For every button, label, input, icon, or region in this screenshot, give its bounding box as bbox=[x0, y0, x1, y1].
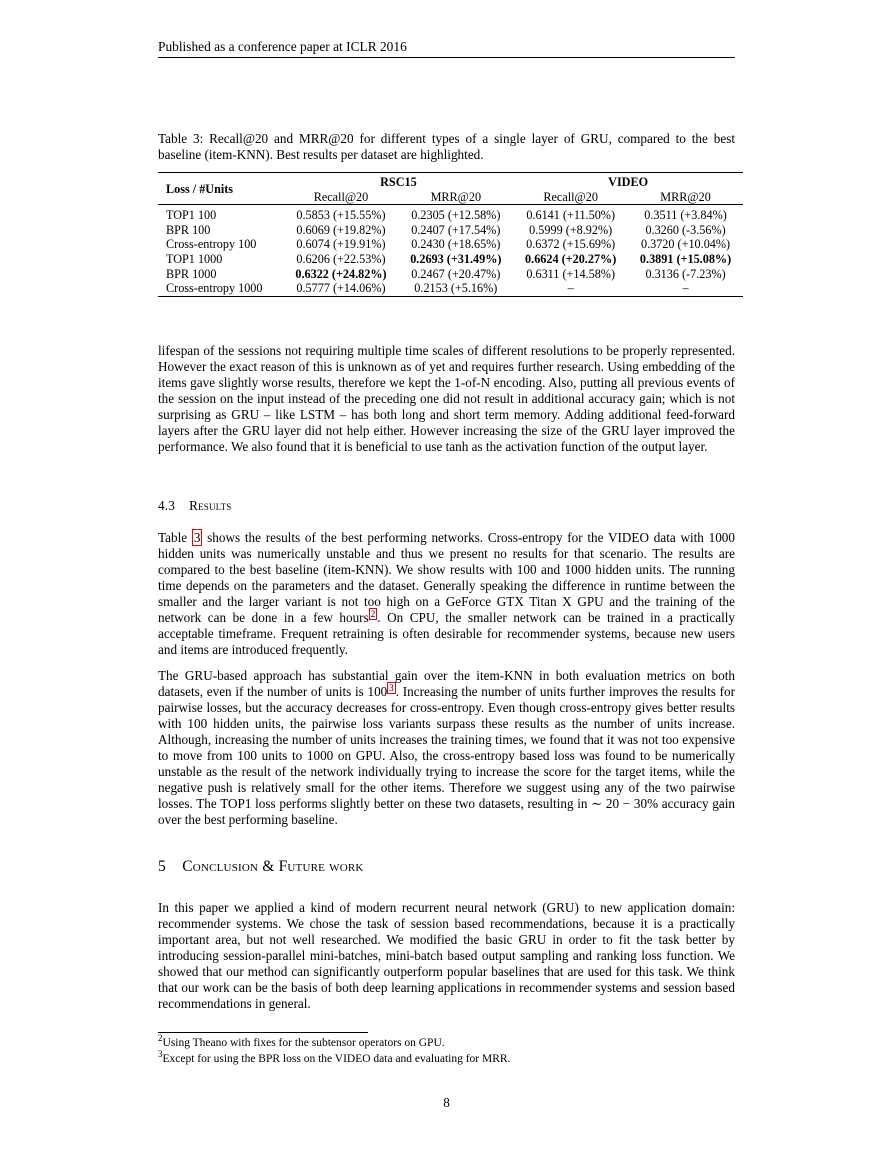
paragraph-text: . On CPU, the smaller network can be trained in a practically acceptable timeframe. Frequent retraining is often desirable for recommender systems, because new users and items are introduced frequently. bbox=[158, 610, 736, 657]
running-header: Published as a conference paper at ICLR 2016 bbox=[158, 39, 407, 54]
body-paragraph-3 bbox=[158, 668, 735, 828]
table-cell: 0.6074 (+19.91%) bbox=[296, 237, 386, 252]
body-paragraph-4 bbox=[158, 900, 735, 1012]
subsection-heading bbox=[158, 498, 231, 514]
col-header-video-mrr: MRR@20 bbox=[660, 189, 711, 204]
table-cell: 0.6372 (+15.69%) bbox=[526, 237, 616, 252]
table-cell: 0.2305 (+12.58%) bbox=[411, 208, 501, 223]
paragraph-text: lifespan of the sessions not requiring multiple time scales of different resolutions to be properly represented. However the exact reason of this is unknown as of yet and requires further research. Using embedding of the items gave slightly worse results, therefore we kept the 1-of-N encoding. Also, putting all previous events of the session on the input instead of the preceding one did not result in additional accuracy gain; which is not surprising as GRU – like LSTM – has both long and short term memory. Adding additional feed-forward layers after the GRU layer did not help either. However increasing the size of the GRU layer improved the performance. We also found that it is beneficial to use tanh as the activation function of the output layer. bbox=[158, 343, 735, 454]
table-cell: 0.3260 (-3.56%) bbox=[645, 222, 726, 237]
row-label: BPR 100 bbox=[166, 222, 211, 237]
table-cell: 0.2430 (+18.65%) bbox=[411, 237, 501, 252]
table-cell: – bbox=[682, 281, 689, 296]
table-row bbox=[158, 267, 743, 282]
row-label: TOP1 100 bbox=[166, 208, 217, 223]
table-cell-best: 0.2693 (+31.49%) bbox=[410, 251, 502, 266]
row-label: Cross-entropy 1000 bbox=[166, 281, 263, 296]
table-row bbox=[158, 237, 743, 252]
table-cell: 0.6141 (+11.50%) bbox=[526, 208, 616, 223]
paragraph-text: shows the results of the best performing networks. Cross-entropy for the VIDEO data with 1000 hidden units was numerically unstable and thus we present no results for that scenario. The results are compared to the best baseline (item-KNN). We show results with 100 and 1000 hidden units. The running time depends on the parameters and the dataset. Generally speaking the difference in runtime between the smaller and the larger variant is not too high on a GeForce GTX Titan X GPU and the training of the network can be done in a few hours bbox=[158, 530, 735, 625]
col-header-rsc15-mrr: MRR@20 bbox=[430, 189, 482, 204]
table-cell: 0.3136 (-7.23%) bbox=[645, 266, 726, 281]
row-label: BPR 1000 bbox=[166, 266, 217, 281]
table-row bbox=[158, 208, 743, 223]
paragraph-text: The GRU-based approach has substantial gain over the item-KNN in both evaluation metrics on both datasets, even if the number of units is 100 bbox=[158, 668, 735, 699]
section-heading bbox=[158, 858, 364, 876]
subsection-number: 4.3 bbox=[158, 498, 176, 513]
col-header-video-recall: Recall@20 bbox=[543, 189, 598, 204]
table-row bbox=[158, 252, 743, 267]
results-table bbox=[158, 172, 743, 299]
footnote-link-3[interactable]: 3 bbox=[389, 682, 394, 693]
col-header-rsc15-recall: Recall@20 bbox=[313, 189, 369, 204]
table-cell-best: 0.6322 (+24.82%) bbox=[295, 266, 387, 281]
table-cell: 0.3720 (+10.04%) bbox=[640, 237, 731, 252]
col-header-loss: Loss / #Units bbox=[166, 182, 234, 197]
table-cell: 0.2153 (+5.16%) bbox=[414, 281, 498, 296]
table-cell: 0.6069 (+19.82%) bbox=[296, 222, 386, 237]
col-group-video: VIDEO bbox=[608, 175, 649, 189]
table-cell-best: 0.6624 (+20.27%) bbox=[525, 251, 617, 266]
table-cell: 0.5999 (+8.92%) bbox=[529, 222, 613, 237]
section-number: 5 bbox=[158, 858, 166, 875]
table-cell: 0.6206 (+22.53%) bbox=[296, 251, 386, 266]
table-row bbox=[158, 223, 743, 238]
table-cell: 0.2467 (+20.47%) bbox=[411, 266, 501, 281]
paragraph-text: Table bbox=[158, 530, 192, 545]
body-paragraph-1 bbox=[158, 343, 735, 455]
table-cell: 0.2407 (+17.54%) bbox=[411, 222, 501, 237]
page-number: 8 bbox=[443, 1095, 450, 1110]
table-cell: 0.6311 (+14.58%) bbox=[526, 266, 616, 281]
paragraph-text: In this paper we applied a kind of modern recurrent neural network (GRU) to new application domain: recommender systems. We chose the task of session based recommendations, because it is a practically important area, but not well researched. We modified the basic GRU in order to fit the task better by introducing session-parallel mini-batches, mini-batch based output sampling and ranking loss function. We showed that our method can significantly outperform popular baselines that are used for this task. We think that our work can be the basis of both deep learning applications in recommender systems and session based recommendations in general. bbox=[158, 900, 735, 1011]
table-cell: 0.3511 (+3.84%) bbox=[644, 208, 727, 223]
footnote-3 bbox=[158, 1049, 511, 1066]
table-row bbox=[158, 281, 743, 296]
table-cell: – bbox=[567, 281, 574, 296]
row-label: Cross-entropy 100 bbox=[166, 237, 257, 252]
footnote-text: Except for using the BPR loss on the VIDEO data and evaluating for MRR. bbox=[162, 1053, 511, 1065]
table-reference-link[interactable]: 3 bbox=[193, 530, 201, 545]
paragraph-text: . Increasing the number of units further improves the results for pairwise losses, but the accuracy decreases for cross-entropy. Even though cross-entropy gives better results with 100 hidden units, the pairwise loss variants surpass these results as the number of units increase. Although, increasing the number of units increases the training times, we found that it was not too expensive to move from 100 units to 1000 on GPU. Also, the cross-entropy based loss was found to be numerically unstable as the result of the network individually trying to increase the score for the target items, while the negative push is relatively small for the other items. Therefore we suggest using any of the two pairwise losses. The TOP1 loss performs slightly better on these two datasets, resulting in ∼ 20 − 30% accuracy gain over the best performing baseline. bbox=[158, 684, 735, 827]
footnote-mark: 3 bbox=[158, 1049, 163, 1060]
col-group-rsc15: RSC15 bbox=[380, 175, 417, 189]
table-caption: Table 3: Recall@20 and MRR@20 for different types of a single layer of GRU, compared to the best baseline (item-KNN). Best results per dataset are highlighted. bbox=[158, 131, 735, 162]
section-title: Conclusion & Future work bbox=[182, 858, 364, 875]
footnote-mark: 2 bbox=[158, 1033, 163, 1044]
subsection-title: Results bbox=[189, 498, 232, 513]
footnote-text: Using Theano with fixes for the subtensor operators on GPU. bbox=[162, 1037, 445, 1049]
table-cell: 0.5777 (+14.06%) bbox=[296, 281, 386, 296]
table-cell-best: 0.3891 (+15.08%) bbox=[639, 251, 732, 266]
header-rule bbox=[158, 57, 735, 58]
body-paragraph-2 bbox=[158, 530, 735, 658]
footnote-2 bbox=[158, 1033, 445, 1050]
footnote-rule bbox=[158, 1032, 368, 1033]
footnote-link-2[interactable]: 2 bbox=[370, 608, 376, 619]
row-label: TOP1 1000 bbox=[166, 251, 223, 266]
table-cell: 0.5853 (+15.55%) bbox=[296, 208, 386, 223]
results-table-container bbox=[158, 172, 743, 299]
